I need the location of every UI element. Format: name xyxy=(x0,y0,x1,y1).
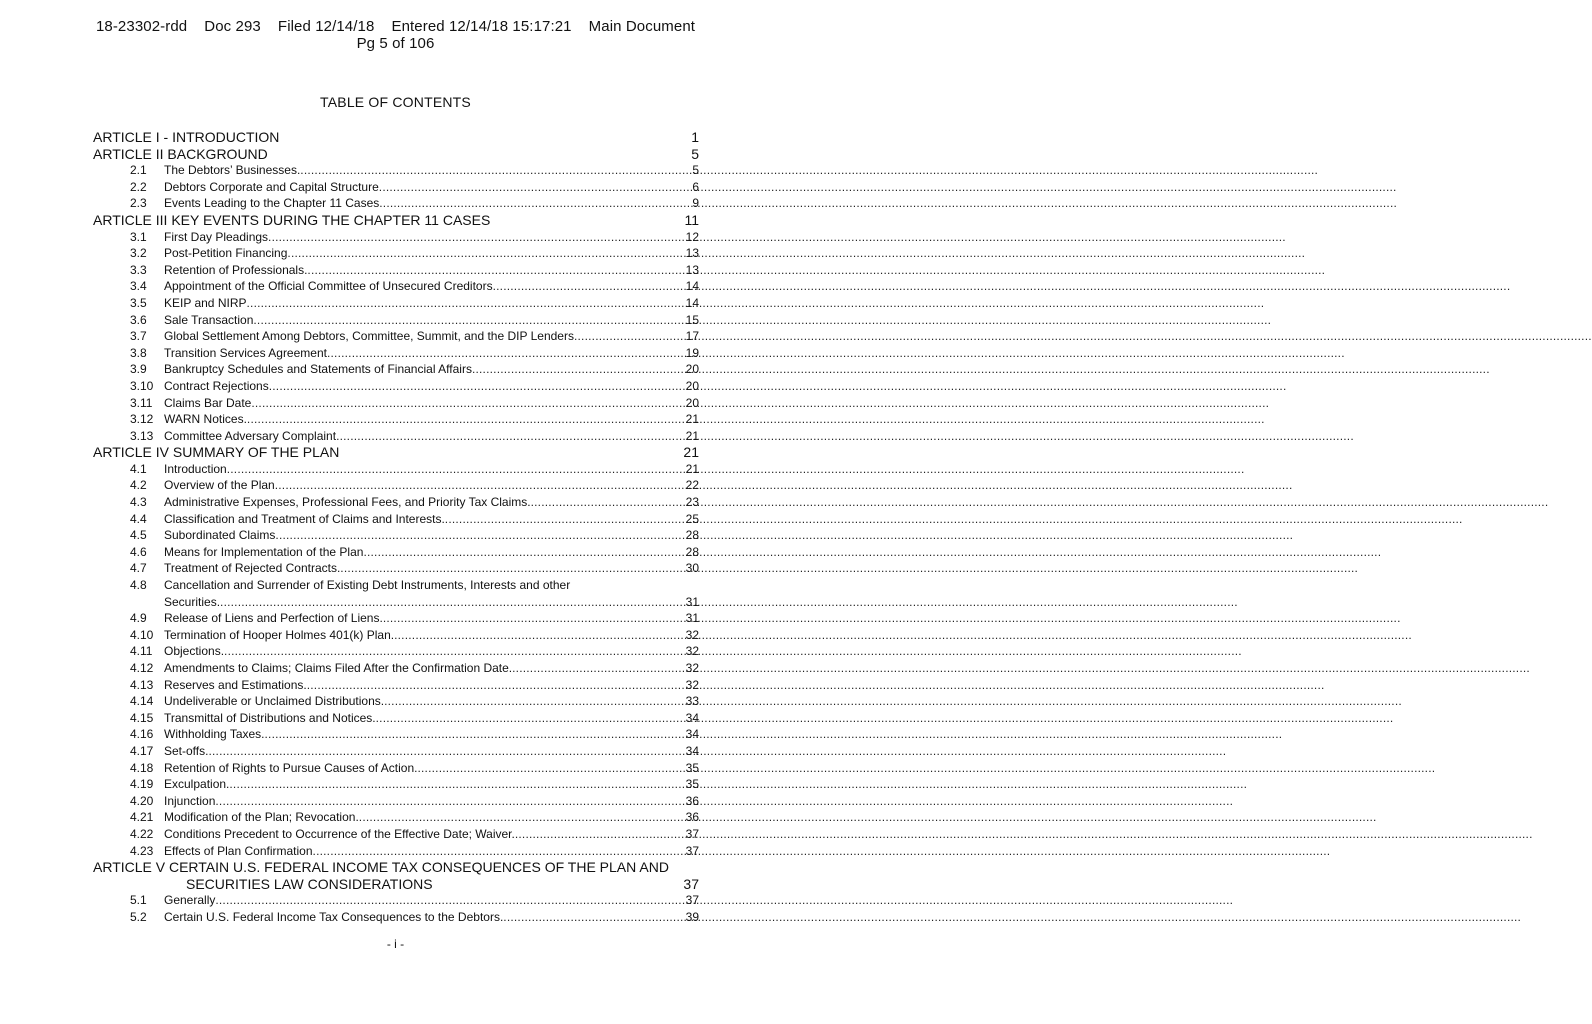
page-number: 37 xyxy=(685,826,699,841)
toc-section-entry[interactable] xyxy=(93,760,699,777)
page-count: Pg 5 of 106 xyxy=(356,35,435,52)
dot-leader xyxy=(503,909,684,926)
page-number: 20 xyxy=(685,395,699,410)
section-number: 5.2 xyxy=(130,909,147,924)
dot-leader xyxy=(417,760,684,777)
toc-article-entry[interactable] xyxy=(93,859,699,876)
toc-section-entry[interactable] xyxy=(93,793,699,810)
dot-leader xyxy=(376,710,685,727)
toc-section-entry[interactable] xyxy=(93,245,699,262)
section-number: 3.11 xyxy=(130,395,153,410)
section-number: 3.13 xyxy=(130,428,154,443)
dot-leader xyxy=(253,312,684,329)
dot-leader xyxy=(384,693,685,710)
section-title: Post-Petition Financing xyxy=(164,246,288,261)
section-title: The Debtors’ Businesses. xyxy=(164,163,301,178)
section-number: 4.21 xyxy=(130,810,154,825)
page-number: 35 xyxy=(685,760,699,775)
page-number: 35 xyxy=(685,777,699,792)
page-number: 36 xyxy=(685,810,699,825)
dot-leader xyxy=(247,295,685,312)
toc-section-entry[interactable] xyxy=(93,660,699,677)
toc-article-entry[interactable] xyxy=(93,146,699,163)
section-title: Committee Adversary Complaint xyxy=(164,428,337,443)
page-number: 34 xyxy=(685,727,699,742)
toc-article-entry[interactable] xyxy=(93,444,699,461)
page-number: 28 xyxy=(685,528,699,543)
section-number: 3.8 xyxy=(130,345,147,360)
section-title: Contract Rejections xyxy=(164,378,269,393)
section-number: 3.5 xyxy=(130,295,147,310)
section-number: 4.15 xyxy=(130,710,154,725)
dot-leader xyxy=(493,278,685,295)
page-number: 36 xyxy=(685,793,699,808)
dot-leader xyxy=(327,345,685,362)
page-number: 25 xyxy=(685,511,699,526)
section-title: Conditions Precedent to Occurrence of the Effective Date; Waiver. xyxy=(164,826,515,841)
dot-leader xyxy=(379,179,692,196)
section-number: 4.13 xyxy=(130,677,154,692)
dot-leader xyxy=(383,610,685,627)
page-number: 20 xyxy=(685,362,699,377)
section-number: 4.22 xyxy=(130,826,154,841)
filing-info: 18-23302-rdd Doc 293 Filed 12/14/18 Entered 12/14/18 15:17:21 Main Document xyxy=(95,18,696,35)
section-title: WARN Notices. xyxy=(164,412,247,427)
page-number: 9 xyxy=(692,196,699,211)
page-number: 32 xyxy=(685,677,699,692)
toc-section-entry[interactable] xyxy=(93,179,699,196)
toc-section-entry[interactable] xyxy=(93,494,699,511)
section-title: Means for Implementation of the Plan xyxy=(164,544,364,559)
dot-leader xyxy=(515,826,685,843)
dot-leader xyxy=(313,843,685,860)
dot-leader xyxy=(359,809,685,826)
dot-leader xyxy=(472,361,685,378)
page-number: 20 xyxy=(685,378,699,393)
article-title-continued: SECURITIES LAW CONSIDERATIONS xyxy=(186,875,433,892)
section-title: Global Settlement Among Debtors, Committee, Summit, and the DIP Lenders xyxy=(164,329,574,344)
dot-leader xyxy=(574,328,685,345)
page-number: 17 xyxy=(685,329,699,344)
dot-leader xyxy=(394,627,685,644)
section-number: 3.12 xyxy=(130,412,154,427)
page-number: 5 xyxy=(692,163,699,178)
toc-section-entry[interactable] xyxy=(93,843,699,860)
toc-section-entry[interactable] xyxy=(93,411,699,428)
toc-section-entry[interactable] xyxy=(93,378,699,395)
article-title: ARTICLE III KEY EVENTS DURING THE CHAPTER 11 CASES xyxy=(93,211,491,228)
section-number: 4.12 xyxy=(130,661,154,675)
section-title: Debtors Corporate and Capital Structure xyxy=(164,179,379,194)
dot-leader xyxy=(229,776,684,793)
toc-section-entry[interactable] xyxy=(93,162,699,179)
toc-section-entry[interactable] xyxy=(93,560,699,577)
section-title: Release of Liens and Perfection of Liens. xyxy=(164,611,383,626)
toc-section-entry[interactable] xyxy=(93,477,699,494)
section-title: Overview of the Plan xyxy=(164,478,275,493)
page-number: 1 xyxy=(691,129,699,145)
page-number: 34 xyxy=(685,710,699,725)
section-number: 2.1 xyxy=(130,163,147,178)
section-title: Transition Services Agreement xyxy=(164,345,327,360)
table-of-contents xyxy=(93,129,699,926)
section-number: 4.2 xyxy=(130,478,147,493)
page-number: 21 xyxy=(685,428,699,443)
section-title: Subordinated Claims xyxy=(164,528,276,543)
page-number: 11 xyxy=(684,211,699,228)
dot-leader xyxy=(227,461,685,478)
section-title: Certain U.S. Federal Income Tax Consequences to the Debtors. xyxy=(164,909,504,924)
section-number: 4.9 xyxy=(130,611,147,626)
section-number: 4.6 xyxy=(130,544,147,559)
dot-leader xyxy=(287,245,684,262)
article-title: ARTICLE II BACKGROUND xyxy=(93,145,268,162)
dot-leader xyxy=(336,428,685,445)
section-title: Classification and Treatment of Claims and Interests. xyxy=(164,511,445,526)
toc-section-entry[interactable] xyxy=(93,693,699,710)
toc-section-entry[interactable] xyxy=(93,361,699,378)
dot-leader xyxy=(220,594,685,611)
section-number: 4.18 xyxy=(130,760,154,775)
page-number: 13 xyxy=(685,246,699,261)
document-header xyxy=(0,18,791,52)
section-title: KEIP and NIRP xyxy=(164,295,247,310)
section-number: 4.20 xyxy=(130,793,154,808)
dot-leader xyxy=(251,395,684,412)
toc-section-entry[interactable] xyxy=(93,610,699,627)
toc-section-entry[interactable] xyxy=(93,278,699,295)
section-title-continued: Securities. xyxy=(164,594,221,609)
dot-leader xyxy=(379,195,691,212)
toc-section-entry[interactable] xyxy=(93,743,699,760)
section-title: Amendments to Claims; Claims Filed After the Confirmation Date. xyxy=(164,661,513,675)
dot-leader xyxy=(247,411,685,428)
page-number: 14 xyxy=(685,295,699,310)
dot-leader xyxy=(275,527,684,544)
dot-leader xyxy=(445,511,685,528)
section-number: 3.6 xyxy=(130,312,147,327)
page-number: 13 xyxy=(685,262,699,277)
page-number: 14 xyxy=(685,279,699,294)
section-number: 2.2 xyxy=(130,179,147,194)
toc-article-entry[interactable] xyxy=(93,129,699,146)
section-number: 3.3 xyxy=(130,262,147,277)
section-number: 3.1 xyxy=(130,229,147,244)
page-number: 37 xyxy=(683,875,699,892)
section-title: Withholding Taxes. xyxy=(164,727,265,742)
section-number: 3.7 xyxy=(130,329,147,344)
section-title: Termination of Hooper Holmes 401(k) Plan. xyxy=(164,627,395,642)
page-number: 31 xyxy=(685,611,699,626)
dot-leader xyxy=(215,793,684,810)
page-number: 23 xyxy=(685,495,699,510)
article-title: ARTICLE V CERTAIN U.S. FEDERAL INCOME TAX CONSEQUENCES OF THE PLAN AND xyxy=(93,859,669,876)
toc-section-entry[interactable] xyxy=(93,627,699,644)
dot-leader xyxy=(307,262,684,279)
toc-title: TABLE OF CONTENTS xyxy=(320,94,471,110)
toc-section-entry[interactable] xyxy=(93,511,699,528)
toc-section-entry[interactable] xyxy=(93,195,699,212)
page-number: 19 xyxy=(685,345,699,360)
section-number: 4.16 xyxy=(130,727,154,742)
section-number: 4.11 xyxy=(130,644,153,659)
toc-section-entry[interactable] xyxy=(93,262,699,279)
section-number: 4.14 xyxy=(130,694,154,709)
article-title: ARTICLE IV SUMMARY OF THE PLAN xyxy=(93,444,340,461)
dot-leader xyxy=(268,229,685,246)
toc-section-entry[interactable] xyxy=(93,395,699,412)
page-number: 32 xyxy=(685,627,699,642)
dot-leader xyxy=(224,643,685,660)
dot-leader xyxy=(531,494,685,511)
section-title: Bankruptcy Schedules and Statements of Financial Affairs xyxy=(164,362,472,377)
section-title: Objections. xyxy=(164,644,225,659)
dot-leader xyxy=(269,378,685,395)
page-number: 6 xyxy=(692,179,699,194)
section-title: Retention of Rights to Pursue Causes of Action. xyxy=(164,760,418,775)
section-title: Reserves and Estimations. xyxy=(164,677,307,692)
page-number: 37 xyxy=(685,893,699,908)
section-title: Injunction xyxy=(164,793,216,808)
section-number: 3.10 xyxy=(130,378,154,393)
dot-leader xyxy=(512,660,685,677)
dot-leader xyxy=(208,743,684,760)
toc-section-entry[interactable] xyxy=(93,577,699,594)
section-title: Exculpation. xyxy=(164,777,230,792)
section-title: Undeliverable or Unclaimed Distributions. xyxy=(164,694,385,709)
toc-section-entry[interactable] xyxy=(93,909,699,926)
toc-section-entry[interactable] xyxy=(93,677,699,694)
section-number: 4.23 xyxy=(130,843,154,858)
section-number: 4.10 xyxy=(130,627,154,642)
section-number: 4.4 xyxy=(130,511,147,526)
toc-section-entry[interactable] xyxy=(93,776,699,793)
section-title: Effects of Plan Confirmation xyxy=(164,843,313,858)
toc-section-entry[interactable] xyxy=(93,229,699,246)
dot-leader xyxy=(300,162,691,179)
toc-section-entry[interactable] xyxy=(93,826,699,843)
toc-article-entry[interactable] xyxy=(93,212,699,229)
section-title: Treatment of Rejected Contracts. xyxy=(164,561,341,576)
toc-section-entry[interactable] xyxy=(93,726,699,743)
page-number: 15 xyxy=(685,312,699,327)
section-title: Sale Transaction xyxy=(164,312,254,327)
section-number: 3.4 xyxy=(130,279,147,294)
section-title: Modification of the Plan; Revocation. xyxy=(164,810,359,825)
page-number: 39 xyxy=(685,909,699,924)
page-number: 21 xyxy=(683,444,699,461)
toc-section-entry[interactable] xyxy=(93,312,699,329)
dot-leader xyxy=(275,477,685,494)
toc-section-entry[interactable] xyxy=(93,544,699,561)
section-title: Introduction xyxy=(164,461,227,476)
section-title: Cancellation and Surrender of Existing Debt Instruments, Interests and other xyxy=(164,578,571,593)
section-number: 4.5 xyxy=(130,528,147,543)
section-title: Claims Bar Date xyxy=(164,395,252,410)
page-number: 34 xyxy=(685,743,699,758)
section-number: 4.8 xyxy=(130,578,147,593)
toc-section-entry[interactable] xyxy=(93,461,699,478)
section-title: Transmittal of Distributions and Notices. xyxy=(164,710,376,725)
page-number: 33 xyxy=(685,694,699,709)
section-number: 5.1 xyxy=(130,893,147,908)
section-title: Generally xyxy=(164,893,216,908)
section-title: Appointment of the Official Committee of Unsecured Creditors xyxy=(164,279,493,294)
toc-section-entry[interactable] xyxy=(93,345,699,362)
section-title: Administrative Expenses, Professional Fees, and Priority Tax Claims. xyxy=(164,495,531,510)
toc-section-entry[interactable] xyxy=(93,809,699,826)
dot-leader xyxy=(340,560,684,577)
section-number: 3.9 xyxy=(130,362,147,377)
dot-leader xyxy=(265,726,685,743)
toc-section-entry[interactable] xyxy=(93,892,699,909)
section-number: 4.1 xyxy=(130,461,147,476)
toc-section-entry[interactable] xyxy=(93,643,699,660)
section-title: Set-offs. xyxy=(164,743,209,758)
section-number: 2.3 xyxy=(130,196,147,211)
section-number: 3.2 xyxy=(130,246,147,261)
dot-leader xyxy=(363,544,684,561)
dot-leader xyxy=(215,892,684,909)
toc-section-entry[interactable] xyxy=(93,295,699,312)
toc-section-entry[interactable] xyxy=(93,527,699,544)
toc-section-entry[interactable] xyxy=(93,328,699,345)
page-number: 21 xyxy=(685,412,699,427)
page-number: 5 xyxy=(691,145,699,162)
section-number: 4.17 xyxy=(130,743,154,758)
toc-section-entry[interactable] xyxy=(93,428,699,445)
toc-section-entry-continued[interactable] xyxy=(93,594,699,611)
page-footer: - i - xyxy=(386,937,405,951)
page-number: 32 xyxy=(685,644,699,659)
section-number: 4.7 xyxy=(130,561,147,576)
section-number: 4.19 xyxy=(130,777,154,792)
toc-section-entry[interactable] xyxy=(93,710,699,727)
page-number: 21 xyxy=(685,461,699,476)
section-title: Events Leading to the Chapter 11 Cases xyxy=(164,196,380,211)
page-number: 30 xyxy=(685,561,699,576)
article-title: ARTICLE I - INTRODUCTION xyxy=(93,129,280,145)
toc-article-entry-continued[interactable] xyxy=(93,876,699,893)
page-number: 32 xyxy=(685,661,699,675)
dot-leader xyxy=(307,677,685,694)
page-number: 12 xyxy=(685,229,699,244)
page-number: 37 xyxy=(685,843,699,858)
page-number: 31 xyxy=(685,594,699,609)
section-title: First Day Pleadings xyxy=(164,229,269,244)
section-title: Retention of Professionals. xyxy=(164,262,308,277)
page-number: 22 xyxy=(685,478,699,493)
page-number: 28 xyxy=(685,544,699,559)
section-number: 4.3 xyxy=(130,495,147,510)
